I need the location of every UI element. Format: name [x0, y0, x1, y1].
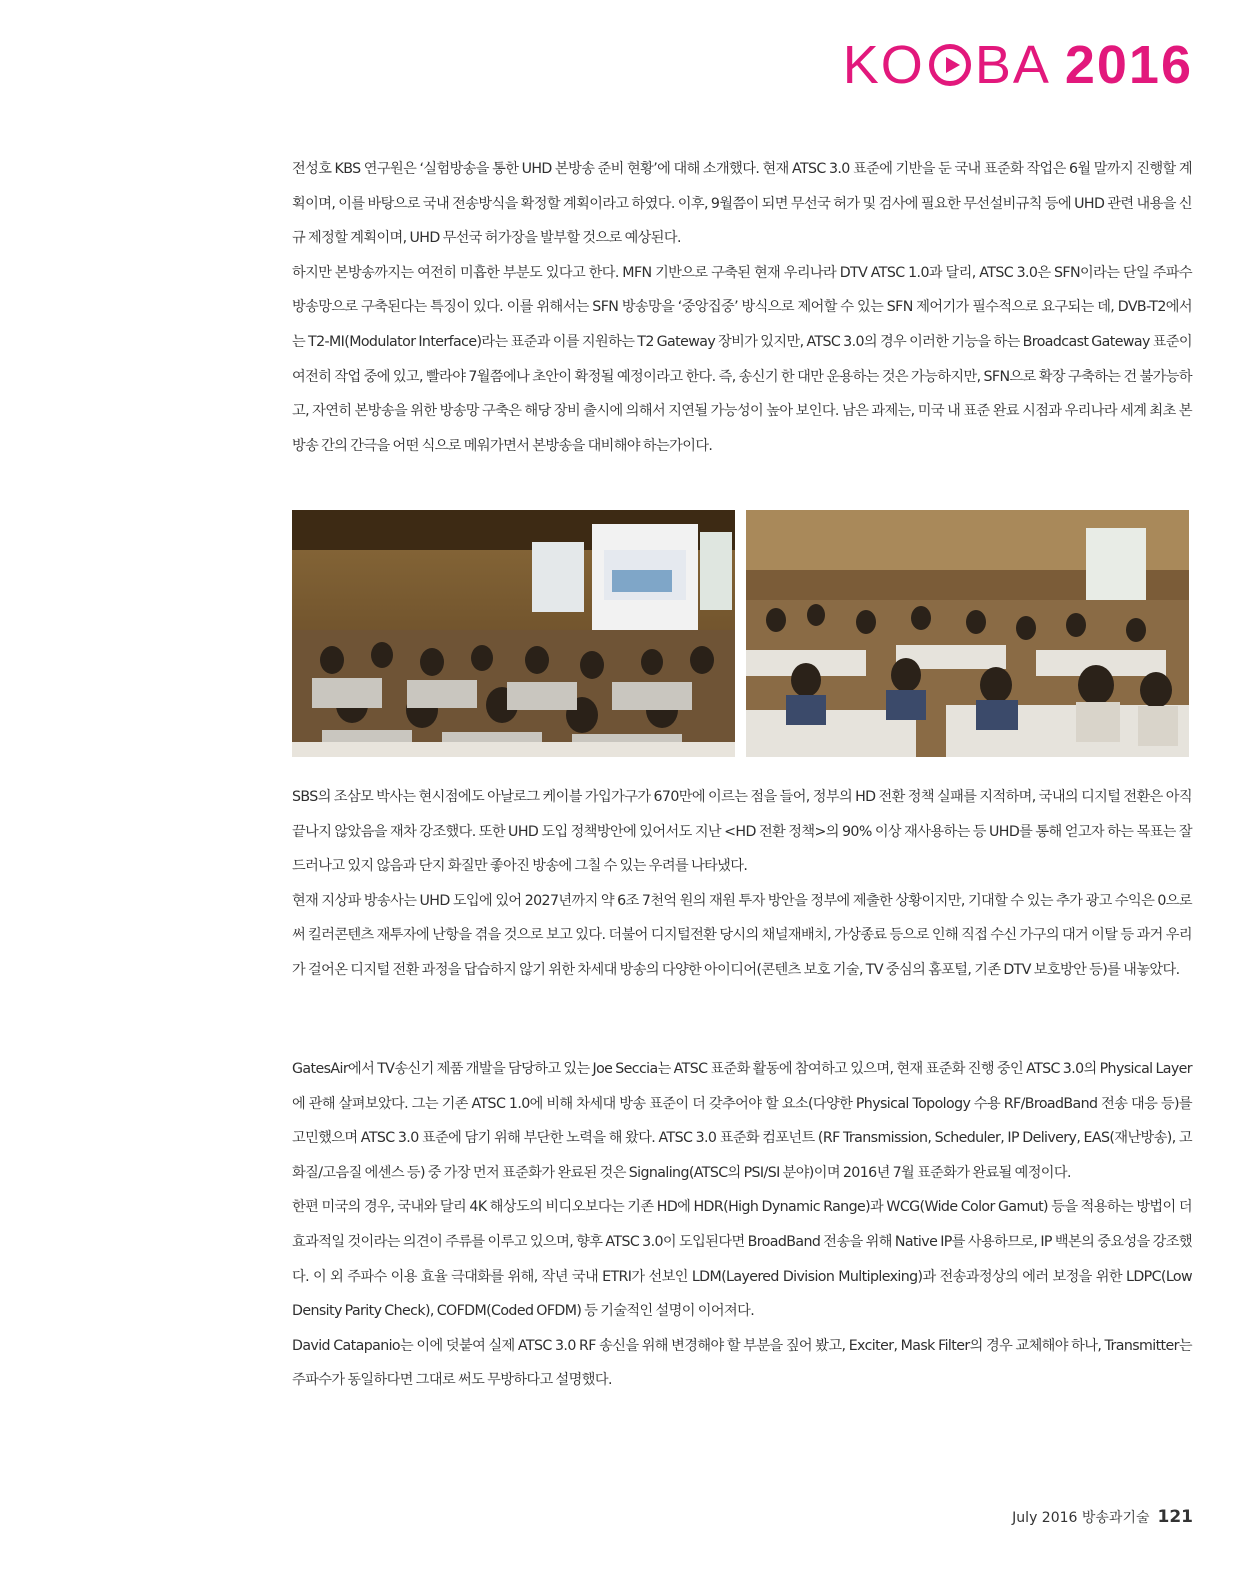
play-icon	[929, 44, 971, 86]
logo-ba: BA	[974, 35, 1051, 95]
paragraph: 현재 지상파 방송사는 UHD 도입에 있어 2027년까지 약 6조 7천억 원의 재원 투자 방안을 정부에 제출한 상황이지만, 기대할 수 있는 추가 광고 수익은 0으로써 킬러콘텐츠 재투자에 난항을 겪을 것으로 보고 있다. 더불어 디지털전환 당시의 채널재배치, 가상종료 등으로 인해 직접 수신 가구의 대거 이탈 등 과거 우리가 걸어온 디지털 전환 과정을 답습하지 않기 위한 차세대 방송의 다양한 아이디어(콘텐츠 보호 기술, TV 중심의 홈포털, 기존 DTV 보호방안 등)를 내놓았다.	[292, 892, 1192, 978]
page-footer	[1012, 1507, 1193, 1527]
article-block-middle	[292, 780, 1192, 988]
koba-2016-logo	[842, 35, 1193, 95]
seminar-photo-right	[746, 510, 1189, 757]
article-block-bottom	[292, 1052, 1192, 1398]
paragraph: SBS의 조삼모 박사는 현시점에도 아날로그 케이블 가입가구가 670만에 이르는 점을 들어, 정부의 HD 전환 정책 실패를 지적하며, 국내의 디지털 전환은 아직 끝나지 않았음을 재차 강조했다. 또한 UHD 도입 정책방안에 있어서도 지난 <HD 전환 정책>의 90% 이상 재사용하는 등 UHD를 통해 얻고자 하는 목표는 잘 드러나고 있지 않음과 단지 화질만 좋아진 방송에 그칠 수 있는 우려를 나타냈다.	[292, 789, 1192, 875]
paragraph: 전성호 KBS 연구원은 ‘실험방송을 통한 UHD 본방송 준비 현황’에 대해 소개했다. 현재 ATSC 3.0 표준에 기반을 둔 국내 표준화 작업은 6월 말까지 진행할 계획이며, 이를 바탕으로 국내 전송방식을 확정할 계획이라고 하였다. 이후, 9월쯤이 되면 무선국 허가 및 검사에 필요한 무선설비규칙 등에 UHD 관련 내용을 신규 제정할 계획이며, UHD 무선국 허가장을 발부할 것으로 예상된다.	[292, 161, 1192, 247]
logo-ko: KO	[842, 35, 925, 95]
paragraph: GatesAir에서 TV송신기 제품 개발을 담당하고 있는 Joe Seccia는 ATSC 표준화 활동에 참여하고 있으며, 현재 표준화 진행 중인 ATSC 3.0의 Physical Layer에 관해 살펴보았다. 그는 기존 ATSC 1.0에 비해 차세대 방송 표준이 더 갖추어야 할 요소(다양한 Physical Topology 수용 RF/BroadBand 전송 대응 등)를 고민했으며 ATSC 3.0 표준에 담기 위해 부단한 노력을 해 왔다. ATSC 3.0 표준화 컴포넌트 (RF Transmission, Scheduler, IP Delivery, EAS(재난방송), 고화질/고음질 에센스 등) 중 가장 먼저 표준화가 완료된 것은 Signaling(ATSC의 PSI/SI 분야)이며 2016년 7월 표준화가 완료될 예정이다.	[292, 1061, 1192, 1181]
paragraph: 한편 미국의 경우, 국내와 달리 4K 해상도의 비디오보다는 기존 HD에 HDR(High Dynamic Range)과 WCG(Wide Color Gamut) 등을 적용하는 방법이 더 효과적일 것이라는 의견이 주류를 이루고 있으며, 향후 ATSC 3.0이 도입된다면 BroadBand 전송을 위해 Native IP를 사용하므로, IP 백본의 중요성을 강조했다. 이 외 주파수 이용 효율 극대화를 위해, 작년 국내 ETRI가 선보인 LDM(Layered Division Multiplexing)과 전송과정상의 에러 보정을 위한 LDPC(Low Density Parity Check), COFDM(Coded OFDM) 등 기술적인 설명이 이어져다.	[292, 1199, 1192, 1320]
paragraph: David Catapanio는 이에 덧붙여 실제 ATSC 3.0 RF 송신을 위해 변경해야 할 부분을 짚어 봤고, Exciter, Mask Filter의 경우 교체해야 하나, Transmitter는 주파수가 동일하다면 그대로 써도 무방하다고 설명했다.	[292, 1337, 1192, 1389]
logo-year: 2016	[1064, 35, 1193, 95]
seminar-photo-left	[292, 510, 735, 757]
footer-label: July 2016 방송과기술	[1012, 1510, 1150, 1526]
article-block-top	[292, 152, 1192, 463]
paragraph: 하지만 본방송까지는 여전히 미흡한 부분도 있다고 한다. MFN 기반으로 구축된 현재 우리나라 DTV ATSC 1.0과 달리, ATSC 3.0은 SFN이라는 단일 주파수 방송망으로 구축된다는 특징이 있다. 이를 위해서는 SFN 방송망을 ‘중앙집중’ 방식으로 제어할 수 있는 SFN 제어기가 필수적으로 요구되는 데, DVB-T2에서는 T2-MI(Modulator Interface)라는 표준과 이를 지원하는 T2 Gateway 장비가 있지만, ATSC 3.0의 경우 이러한 기능을 하는 Broadcast Gateway 표준이 여전히 작업 중에 있고, 빨라야 7월쯤에나 초안이 확정될 예정이라고 한다. 즉, 송신기 한 대만 운용하는 것은 가능하지만, SFN으로 확장 구축하는 건 불가능하고, 자연히 본방송을 위한 방송망 구축은 해당 장비 출시에 의해서 지연될 가능성이 높아 보인다. 남은 과제는, 미국 내 표준 완료 시점과 우리나라 세계 최초 본방송 간의 간극을 어떤 식으로 메워가면서 본방송을 대비해야 하는가이다.	[292, 264, 1192, 454]
page-number: 121	[1157, 1507, 1193, 1527]
